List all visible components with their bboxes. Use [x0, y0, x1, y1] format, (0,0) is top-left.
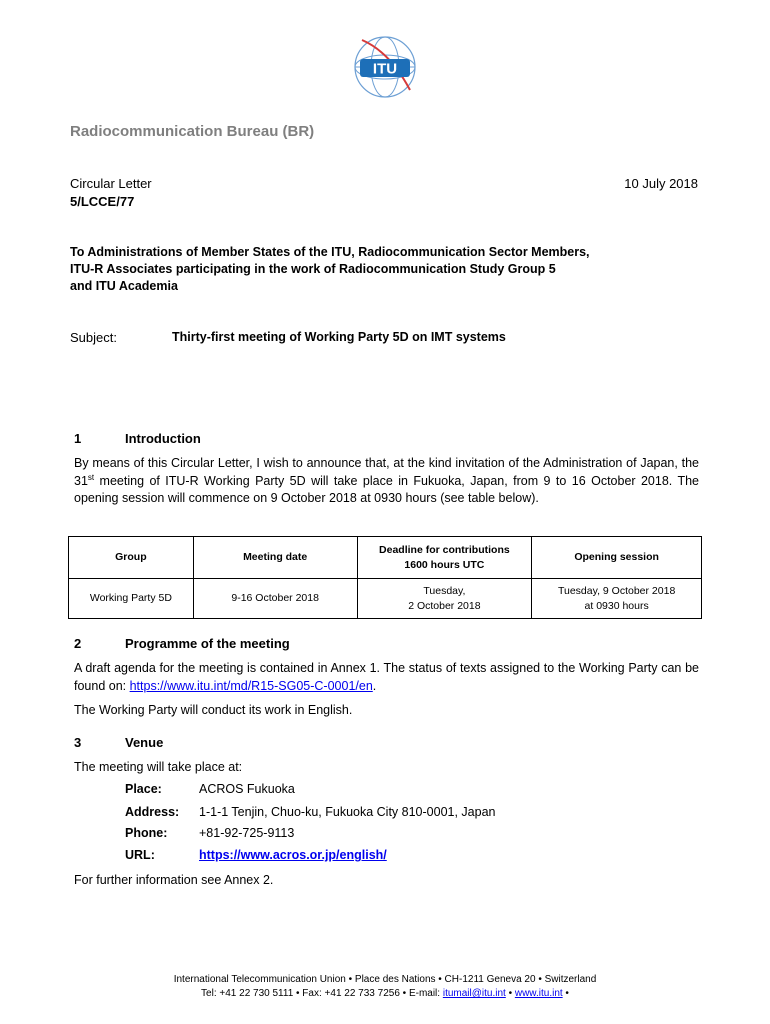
- footer-email-link[interactable]: itumail@itu.int: [442, 988, 506, 999]
- section-1-paragraph: By means of this Circular Letter, I wish to announce that, at the kind invitation of the Administration of Japan, the 31st meeting of ITU-R Working Party 5D will take place in Fukuoka, Japan, from 9 to 16 October 2018. The opening session will commence on 9 October 2018 at 0930 hours (see table below).: [74, 456, 699, 505]
- phone-value: +81-92-725-9113: [199, 826, 295, 840]
- section-1-title: Introduction: [125, 431, 201, 446]
- addressees: [70, 244, 710, 295]
- phone-label: Phone:: [125, 826, 168, 840]
- logo-text: ITU: [372, 60, 398, 78]
- place-label: Place:: [125, 782, 162, 796]
- table-row: [69, 579, 702, 619]
- footer-address: International Telecommunication Union • Place des Nations • CH-1211 Geneva 20 • Switzerland: [173, 974, 597, 985]
- subject-text: Thirty-first meeting of Working Party 5D on IMT systems: [172, 330, 506, 344]
- header-opening-session: Opening session: [532, 537, 702, 579]
- itu-logo: [350, 32, 420, 102]
- bureau-title: Radiocommunication Bureau (BR): [70, 123, 315, 140]
- texts-status-link[interactable]: https://www.itu.int/md/R15-SG05-C-0001/en: [129, 678, 373, 693]
- section-2-title: Programme of the meeting: [125, 636, 290, 651]
- cell-meeting-date: 9-16 October 2018: [193, 579, 357, 619]
- further-info: For further information see Annex 2.: [74, 873, 274, 887]
- venue-intro: The meeting will take place at:: [74, 760, 243, 774]
- footer-web-link[interactable]: www.itu.int: [514, 988, 563, 999]
- cell-opening-session: Tuesday, 9 October 2018 at 0930 hours: [532, 579, 702, 619]
- cell-group: Working Party 5D: [69, 579, 194, 619]
- table-header-row: [69, 537, 702, 579]
- subject-label: Subject:: [70, 330, 117, 345]
- addressee-line: and ITU Academia: [70, 279, 178, 293]
- circular-letter-number: 5/LCCE/77: [70, 194, 135, 209]
- section-2-paragraph: A draft agenda for the meeting is contained in Annex 1. The status of texts assigned to the Working Party can be found on: https://www.itu.int/md/R15-SG05-C-0001/en.: [74, 661, 699, 693]
- section-1-number: 1: [74, 431, 82, 446]
- section-2-language: The Working Party will conduct its work in English.: [74, 703, 353, 717]
- addressee-line: To Administrations of Member States of the ITU, Radiocommunication Sector Members,: [70, 245, 590, 259]
- address-label: Address:: [125, 805, 180, 819]
- header-meeting-date: Meeting date: [193, 537, 357, 579]
- place-value: ACROS Fukuoka: [199, 782, 295, 796]
- header-group: Group: [69, 537, 194, 579]
- circular-letter-label: Circular Letter: [70, 176, 152, 191]
- letter-date: 10 July 2018: [624, 176, 698, 191]
- url-label: URL:: [125, 848, 155, 862]
- address-value: 1-1-1 Tenjin, Chuo-ku, Fukuoka City 810-0001, Japan: [199, 805, 496, 819]
- section-2-number: 2: [74, 636, 82, 651]
- section-3-number: 3: [74, 735, 82, 750]
- meeting-table: [68, 536, 702, 619]
- cell-deadline: Tuesday, 2 October 2018: [357, 579, 532, 619]
- section-3-title: Venue: [125, 735, 164, 750]
- venue-url-link[interactable]: https://www.acros.or.jp/english/: [199, 848, 387, 862]
- footer-contact: Tel: +41 22 730 5111 • Fax: +41 22 733 7256 • E-mail: itumail@itu.int • www.itu.int •: [201, 988, 569, 999]
- addressee-line: ITU-R Associates participating in the work of Radiocommunication Study Group 5: [70, 262, 556, 276]
- header-deadline: Deadline for contributions 1600 hours UTC: [357, 537, 532, 579]
